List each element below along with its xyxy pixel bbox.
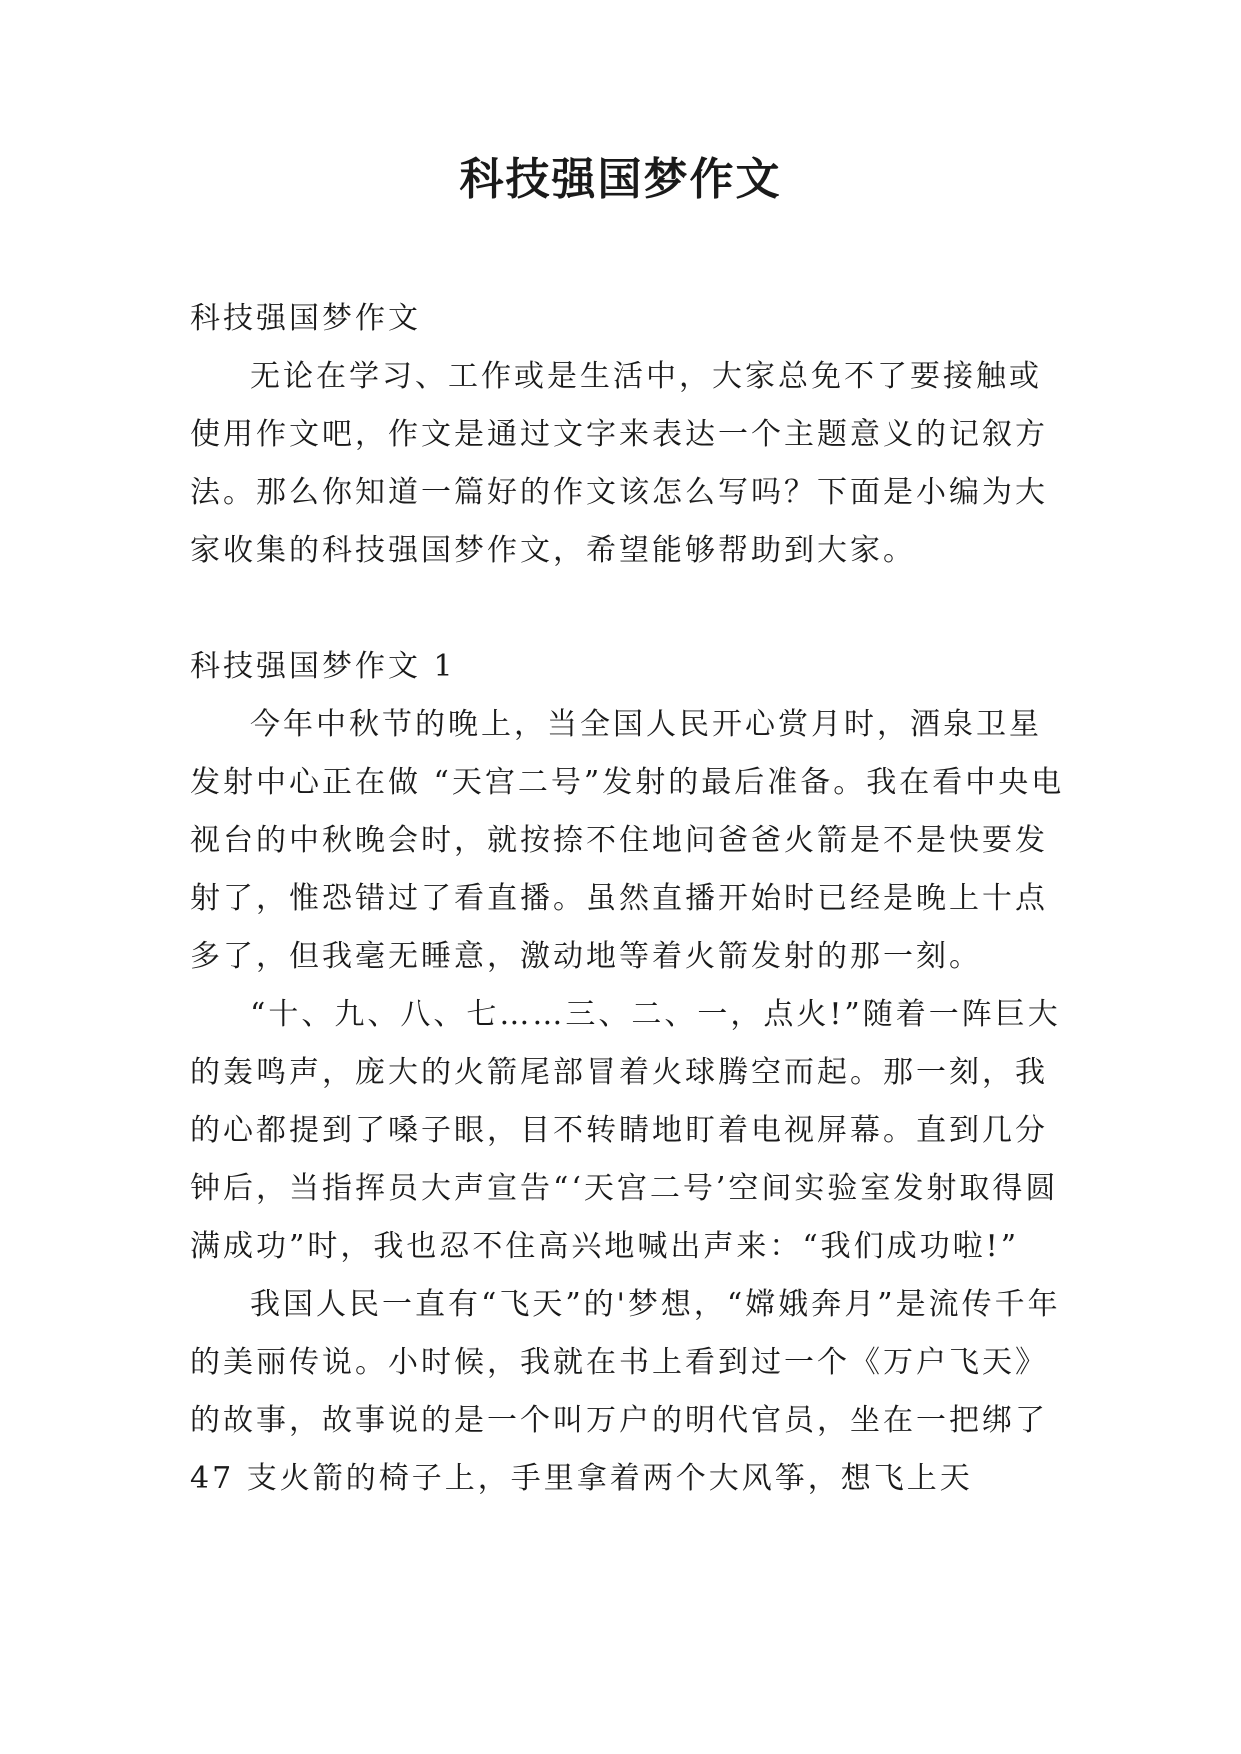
essay1-paragraph-1: 今年中秋节的晚上，当全国人民开心赏月时，酒泉卫星发射中心正在做 “天宫二号”发射的最后准备。我在看中央电视台的中秋晚会时，就按捺不住地问爸爸火箭是不是快要发射了，惟恐错过了看直播。虽然直播开始时已经是晚上十点多了，但我毫无睡意，激动地等着火箭发射的那一刻。 xyxy=(190,707,1065,974)
essay1-paragraph-2: “十、九、八、七……三、二、一，点火!”随着一阵巨大的轰鸣声，庞大的火箭尾部冒着火球腾空而起。那一刻，我的心都提到了嗓子眼，目不转睛地盯着电视屏幕。直到几分钟后，当指挥员大声宣告“‘天宫二号’空间实验室发射取得圆满成功”时，我也忍不住高兴地喊出声来：“我们成功啦!” xyxy=(190,997,1061,1264)
document-body xyxy=(190,290,1070,1508)
document-title: 科技强国梦作文 xyxy=(459,154,782,205)
essay1-heading: 科技强国梦作文 1 xyxy=(190,649,456,684)
intro-paragraph: 无论在学习、工作或是生活中，大家总免不了要接触或使用作文吧，作文是通过文字来表达一个主题意义的记叙方法。那么你知道一篇好的作文该怎么写吗？下面是小编为大家收集的科技强国梦作文，希望能够帮助到大家。 xyxy=(190,359,1048,568)
section-gap xyxy=(190,580,1070,638)
intro-heading: 科技强国梦作文 xyxy=(190,301,421,336)
essay1-paragraph-3: 我国人民一直有“飞天”的'梦想，“嫦娥奔月”是流传千年的美丽传说。小时候，我就在书上看到过一个《万户飞天》的故事，故事说的是一个叫万户的明代官员，坐在一把绑了 47 支火箭的椅子上，手里拿着两个大风筝，想飞上天 xyxy=(190,1287,1061,1496)
